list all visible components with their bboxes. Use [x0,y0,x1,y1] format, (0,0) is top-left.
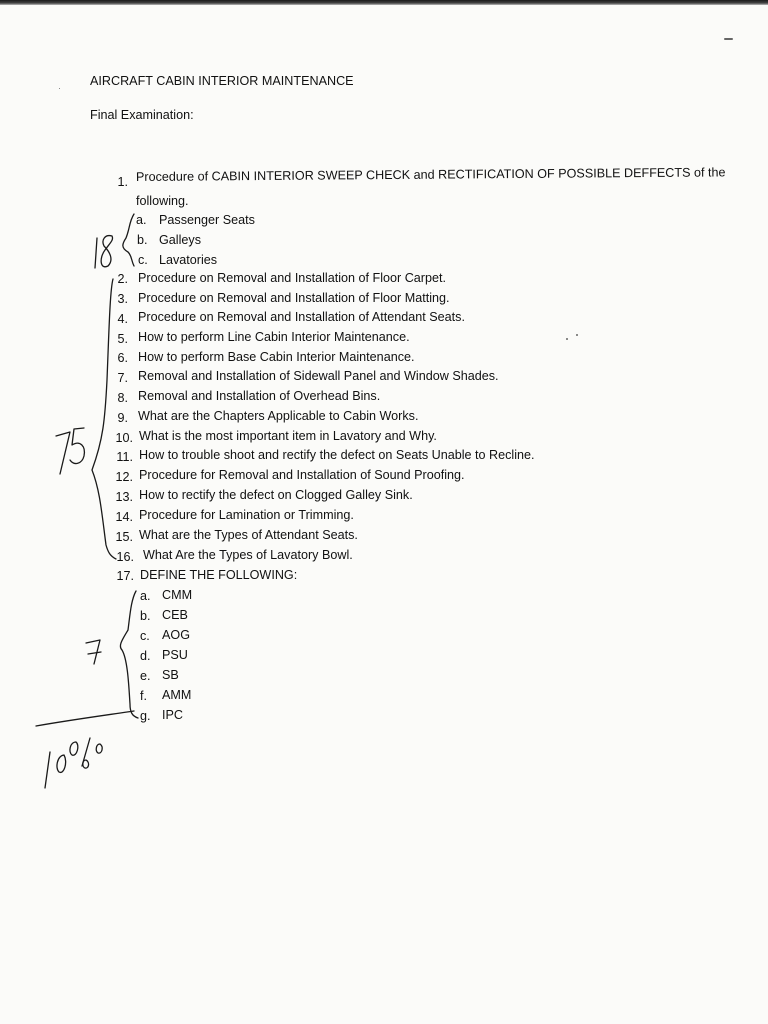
sub-item-letter: a. [140,589,151,603]
total-digit [82,738,90,766]
sub-item-letter: f. [140,689,147,703]
sub-item-letter: b. [137,233,148,247]
sub-item-text: AMM [162,688,192,702]
question-number: 15. [115,530,133,544]
question-text: Procedure on Removal and Installation of Floor Matting. [138,291,450,305]
question-text: How to trouble shoot and rectify the defect on Seats Unable to Recline. [139,448,535,462]
question-number: 11. [116,450,133,464]
question-text: What is the most important item in Lavatory and Why. [139,429,437,443]
question-number: 6. [117,351,128,365]
question-number: 9. [117,411,128,425]
sub-item-text: Galleys [159,233,201,247]
scan-speck [566,338,568,340]
score-digit [56,432,70,474]
scan-speck [724,38,733,40]
sub-item-text: CEB [162,608,188,622]
total-digit [70,742,78,755]
question-text: Procedure on Removal and Installation of Attendant Seats. [138,310,465,324]
total-underline [36,711,134,726]
question-text: Procedure of CABIN INTERIOR SWEEP CHECK and RECTIFICATION OF POSSIBLE DEFFECTS of the [135,165,726,184]
question-number: 1. [117,175,128,189]
sub-item-letter: c. [138,253,148,267]
total-digit [96,744,102,753]
question-text: Procedure on Removal and Installation of Floor Carpet. [138,271,447,285]
question-number: 12. [115,470,133,484]
question-text: How to rectify the defect on Clogged Galley Sink. [139,488,413,502]
sub-item-text: CMM [162,588,193,602]
question-number: 5. [117,332,128,346]
score-digit [95,238,97,268]
score-digit [86,640,100,664]
sub-item-letter: c. [140,629,150,643]
question-number: 17. [116,569,134,583]
question-text: How to perform Base Cabin Interior Maintenance. [138,350,415,364]
sub-item-text: AOG [162,628,190,642]
scan-edge [0,0,768,5]
question-number: 16. [116,550,134,564]
sub-item-text: PSU [162,648,188,662]
sub-item-letter: g. [140,709,151,723]
question-text: What are the Types of Attendant Seats. [139,528,358,542]
sub-item-text: Passenger Seats [159,213,255,227]
question-text: What Are the Types of Lavatory Bowl. [143,548,353,562]
score-digit [101,236,112,267]
sub-item-text: IPC [162,708,183,722]
question-text: Procedure for Lamination or Trimming. [139,508,354,522]
sub-item-text: SB [162,668,179,682]
total-digit [57,755,66,772]
bracket-q1-subs [123,214,134,266]
sub-item-letter: d. [140,649,151,663]
question-number: 7. [117,371,128,385]
question-number: 8. [117,391,128,405]
question-number: 4. [117,312,128,326]
question-text-continued: following. [136,194,189,208]
question-text: Procedure for Removal and Installation of Sound Proofing. [139,468,465,482]
question-text: What are the Chapters Applicable to Cabin Works. [138,409,419,423]
question-text: DEFINE THE FOLLOWING: [140,568,298,582]
total-digit [83,760,89,768]
question-number: 3. [117,292,128,306]
sub-item-letter: e. [140,669,151,683]
question-number: 13. [115,490,133,504]
score-digit [88,652,101,654]
scan-speck [59,88,60,89]
document-title: AIRCRAFT CABIN INTERIOR MAINTENANCE [90,74,354,88]
question-text: How to perform Line Cabin Interior Maintenance. [138,330,410,344]
question-number: 10. [115,431,133,445]
sub-item-text: Lavatories [159,253,218,267]
document-subtitle: Final Examination: [90,108,194,122]
question-text: Removal and Installation of Overhead Bins. [138,389,381,403]
scan-speck [576,334,578,336]
question-number: 2. [117,272,128,286]
sub-item-letter: a. [136,213,147,227]
bracket-q17-subs [120,591,138,718]
score-digit [70,428,84,463]
sub-item-letter: b. [140,609,151,623]
question-text: Removal and Installation of Sidewall Panel and Window Shades. [138,369,499,383]
question-number: 14. [115,510,133,524]
total-digit [45,752,50,788]
